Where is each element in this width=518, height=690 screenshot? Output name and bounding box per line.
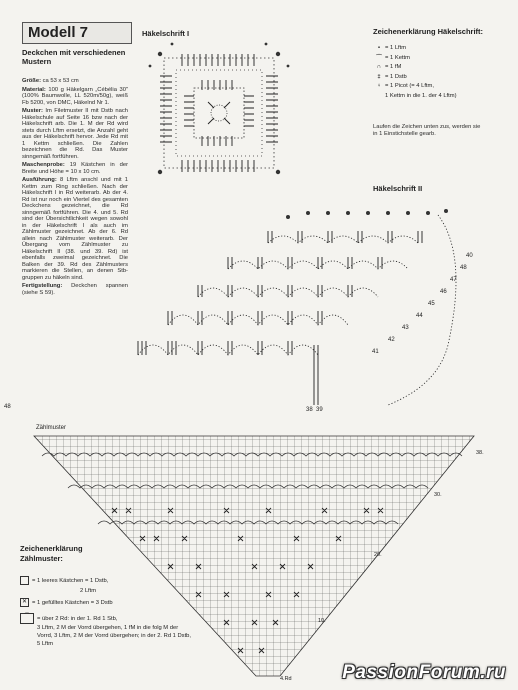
hs2-label-45: 45	[428, 301, 435, 307]
hs2-label-42: 42	[388, 337, 395, 343]
chain-stitch-icon: •	[377, 45, 381, 51]
legend-title: Zeichenerklärung Häkelschrift:	[373, 27, 484, 36]
material-label: Material:	[22, 86, 46, 93]
row-label-30: 30.	[434, 492, 442, 498]
counted-legend-empty: = 1 leeres Kästchen = 1 Dstb, 2 Lftm	[20, 576, 195, 596]
instructions-label: Ausführung:	[22, 177, 57, 183]
gauge-label: Maschenprobe:	[22, 162, 65, 168]
haekelschrift-2-diagram	[128, 205, 488, 415]
watermark: PassionForum.ru	[342, 662, 506, 683]
counted-legend-subtitle: Zählmuster:	[20, 554, 63, 563]
hs2-label-39: 39	[316, 407, 323, 413]
pattern-label: Muster:	[22, 108, 43, 114]
legend-item-dtr: ‡ = 1 Dstb	[373, 73, 508, 83]
legend-item-slip: ⌒ = 1 Kettm	[373, 54, 508, 64]
counted-legend-arch: ⌒ = über 2 Rd: in der 1. Rd 1 Stb, 3 Lftm, 2 M der Vorrd übergehen, 1 fM in die folg M der Vorrd, 3 Lftm, 2 M der Vorrd übergehen; in der 2. Rd 1 Dstb, 5 Lftm	[20, 613, 195, 648]
page-number: 48	[4, 404, 11, 410]
hs2-round-numbers	[306, 253, 473, 413]
hs2-label-48: 48	[460, 265, 467, 271]
hs2-label-44: 44	[416, 313, 423, 319]
subtitle: Deckchen mit verschiedenen Mustern	[22, 48, 126, 66]
haekelschrift-1-diagram	[142, 40, 297, 200]
filled-square-icon: ✕	[21, 599, 28, 606]
legend-item-picot-cont: 1 Kettm in die 1. der 4 Lftm)	[385, 92, 457, 99]
row-label-20: 20.	[374, 552, 382, 558]
hs2-label-41: 41	[372, 349, 379, 355]
counted-legend-filled: ✕ = 1 gefülltes Kästchen = 3 Dstb	[21, 599, 113, 607]
legend-item-sc: ∩ = 1 fM	[373, 63, 508, 73]
size-label: Größe:	[22, 78, 42, 84]
finishing-value: Deckchen spannen (siehe S 59).	[22, 283, 128, 296]
hs1-stitch-columns	[160, 54, 278, 172]
counted-legend-list	[20, 576, 195, 648]
model-title: Modell 7	[22, 22, 132, 44]
hs2-label-47: 47	[450, 277, 457, 283]
empty-square-icon	[20, 576, 29, 585]
finishing-label: Fertigstellung:	[22, 283, 63, 289]
arch-square-icon: ⌒	[20, 613, 34, 624]
slip-stitch-icon: ⌒	[376, 54, 382, 61]
hs2-picots	[286, 209, 448, 219]
hs1-inner-chain	[194, 88, 244, 138]
legend-item-chain: • = 1 Lftm	[373, 44, 508, 54]
counted-legend-title: Zeichenerklärung	[20, 544, 83, 553]
hs1-middle-chain	[176, 70, 262, 156]
counted-chart-title: Zählmuster	[36, 425, 67, 431]
legend-list	[373, 44, 508, 101]
legend-note: Laufen die Zeichen unten zus, werden sie in 1 Einstichstelle gearb.	[373, 124, 481, 137]
hs2-label-46: 46	[440, 289, 447, 295]
material-value: 100 g Häkelgarn „Cébélia 30" (100% Baumwolle, LL 520m/50g), weiß Fb 5200, von DMC, Häkelnd Nr 1.	[22, 86, 128, 106]
hs2-label-43: 43	[402, 325, 409, 331]
row-label-10: 10.	[318, 618, 326, 624]
instructions-column	[22, 78, 128, 296]
hs1-outer-chain	[164, 58, 274, 168]
haekelschrift-1-title: Häkelschrift I	[142, 29, 190, 38]
picot-icon: ♀	[376, 83, 382, 89]
hs2-label-38: 38	[306, 407, 313, 413]
double-treble-icon: ‡	[377, 73, 381, 80]
haekelschrift-2-title: Häkelschrift II	[373, 184, 423, 193]
size-value: ca 53 x 53 cm	[42, 78, 79, 84]
instructions-value: 8 Lftm anschl und mit 1 Kettm zum Ring schließen. Nach der Häkelschrift I in Rd weiterarb. Ab der 4. Rd ist nur noch ein Viertel des gesamten Deckchens gezeichnet, die Rd sinngemäß fortführen. Die 4. und 5. Rd sind der Übersichtlichkeit wegen sowohl in der Häkelschrift I als auch im Zählmuster gezeichnet. Ab der 6. Rd allein nach Zählmuster weiterarb. Der Übergang vom Zählmuster zu Häkelschrift II (38. und 39. Rd) ist ebenfalls zweimal gezeichnet. Die Balken der 39. Rd des Zählmusters markieren die Stellen, an denen Stb-gruppen zu häkeln sind.	[22, 177, 128, 281]
hs2-arches	[138, 215, 456, 405]
legend-item-picot: ♀ = 1 Picot (= 4 Lftm,	[373, 82, 508, 92]
hs2-label-40: 40	[466, 253, 473, 259]
single-crochet-icon: ∩	[376, 64, 382, 70]
hs1-picots	[149, 43, 290, 175]
gauge-value: 19 Kästchen in der Breite und Höhe = 10 x 10 cm.	[22, 162, 128, 175]
hs2-stitch-groups	[138, 231, 422, 405]
pattern-value: Im Filetmuster II mit Dstb nach Häkelschule auf Seite 16 bzw nach der Häkelschrift arb. Die 1. M der Rd wird stets durch Lftm ersetzt, die Anzahl geht aus der Häkelschrift hervor. Jede Rd mit 1 Kettm schließen. Die Zahlen bezeichnen die Rd. Das Muster sinngemäß fortführen.	[22, 108, 128, 160]
row-label-38: 38.	[476, 450, 484, 456]
row-label-4: 4.Rd	[280, 676, 292, 682]
